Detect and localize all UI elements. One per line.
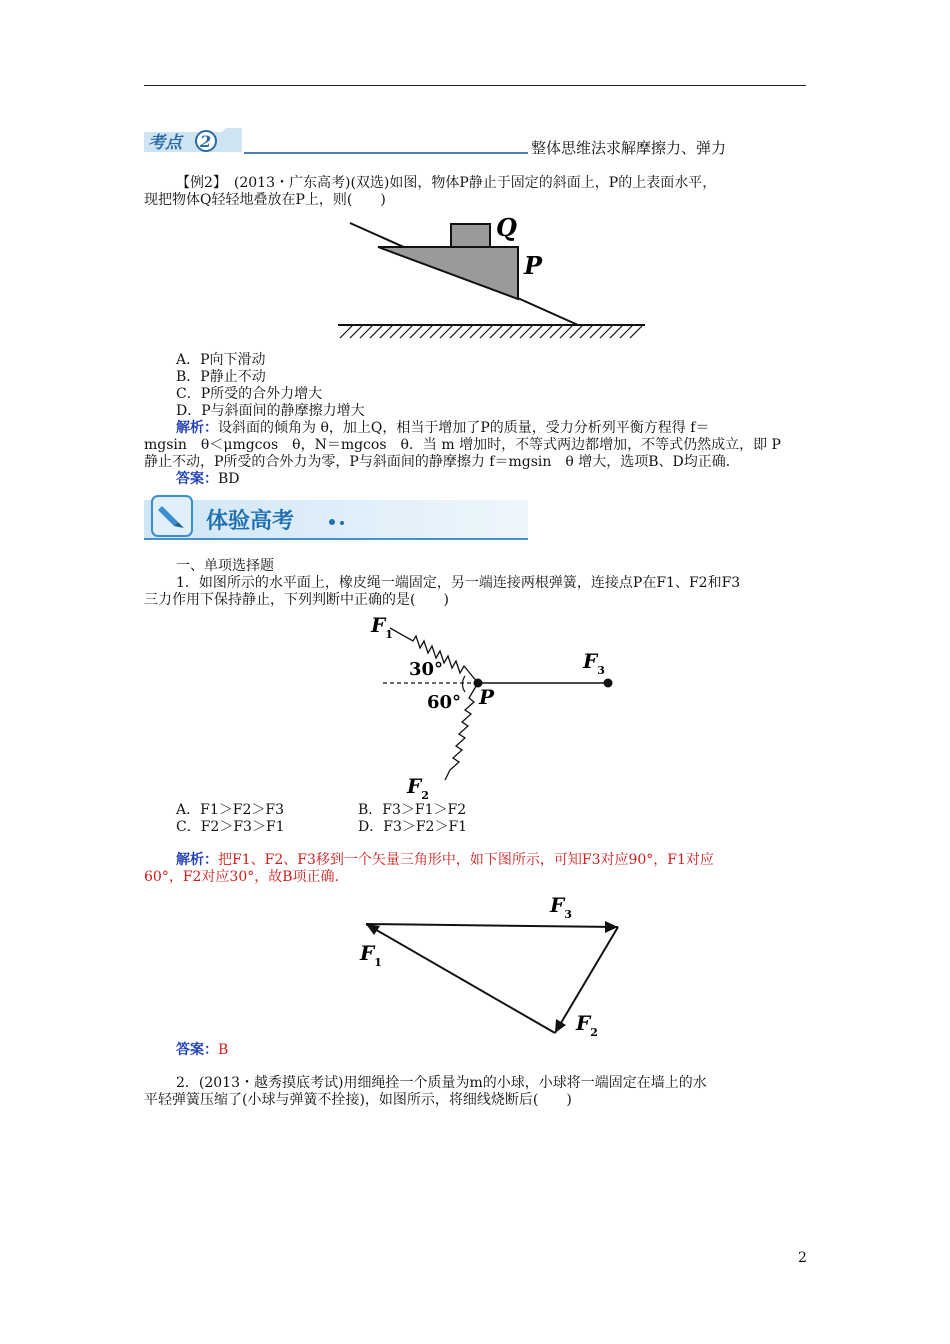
example2-line1: 【例2】 (2013・广东高考)(双选)如图，物体P静止于固定的斜面上，P的上表面水平， xyxy=(176,175,717,191)
ground-hatching xyxy=(340,326,642,338)
q1-analysis-text-1: 把F1、F2、F3移到一个矢量三角形中，如下图所示，可知F3对应90°，F1对应 xyxy=(218,852,714,868)
q1-option-d: D．F3＞F2＞F1 xyxy=(358,819,468,835)
label-angle-30: 30° xyxy=(409,659,444,680)
kaodian-label: 考点 xyxy=(148,133,182,153)
answer-value: BD xyxy=(218,471,240,487)
q1-option-c: C．F2＞F3＞F1 xyxy=(176,819,285,835)
example2-option-b: B．P静止不动 xyxy=(176,369,266,385)
header-rule xyxy=(144,85,806,86)
experience-banner xyxy=(144,486,528,542)
q1-line1: 1．如图所示的水平面上，橡皮绳一端固定，另一端连接两根弹簧，连接点P在F1、F2和F3 xyxy=(176,575,741,591)
example2-analysis-line3: 静止不动，P所受的合外力为零，P与斜面间的静摩擦力 f＝mgsin θ 增大，选项B、D均正确． xyxy=(144,454,740,470)
q1-analysis-line2: 60°，F2对应30°，故B项正确. xyxy=(144,869,339,885)
label-v-f3: $F_3$ xyxy=(550,893,572,921)
analysis-label: 解析： xyxy=(176,420,218,436)
banner-graphic xyxy=(144,486,528,542)
kaodian-underline xyxy=(244,152,528,154)
label-f1: $F_1$ xyxy=(371,613,393,641)
block-q xyxy=(451,224,490,247)
q1-analysis-label: 解析： xyxy=(176,852,218,868)
label-f2: $F_2$ xyxy=(407,774,429,802)
q1-analysis-line1 xyxy=(176,852,714,869)
analysis-text-1: 设斜面的倾角为 θ，加上Q，相当于增加了P的质量，受力分析列平衡方程得 f＝ xyxy=(218,420,710,436)
kaodian-badge-graphic xyxy=(144,124,244,154)
q2-line1: 2．(2013・越秀摸底考试)用细绳拴一个质量为m的小球，小球将一端固定在墙上的水 xyxy=(176,1075,707,1091)
example2-line2: 现把物体Q轻轻地叠放在P上，则( ) xyxy=(144,192,386,208)
label-v-f2: $F_2$ xyxy=(576,1011,598,1039)
example2-analysis-line2: mgsin θ＜μmgcos θ，N＝mgcos θ．当 m 增加时，不等式两边都增加，不等式仍然成立，即 P xyxy=(144,437,781,453)
kaodian-number: 2 xyxy=(200,132,212,151)
vector-triangle-figure xyxy=(350,880,630,1045)
example2-option-d: D．P与斜面间的静摩擦力增大 xyxy=(176,403,365,419)
page-number: 2 xyxy=(798,1250,807,1266)
q1-answer-label: 答案： xyxy=(176,1042,218,1058)
label-q: Q xyxy=(496,213,517,242)
topic-title: 整体思维法求解摩擦力、弹力 xyxy=(531,139,727,157)
label-angle-60: 60° xyxy=(427,692,462,713)
banner-title: 体验高考 xyxy=(206,508,295,534)
answer-label: 答案： xyxy=(176,471,218,487)
section-heading: 一、单项选择题 xyxy=(176,558,274,574)
q1-answer xyxy=(176,1042,228,1059)
q1-answer-value: B xyxy=(218,1042,229,1058)
block-p xyxy=(378,247,518,299)
kaodian-badge xyxy=(144,124,244,154)
q2-line2: 平轻弹簧压缩了(小球与弹簧不拴接)，如图所示，将细线烧断后( ) xyxy=(144,1092,572,1108)
label-p-fig1: P xyxy=(479,685,495,709)
spring-figure xyxy=(365,610,625,805)
q1-line2: 三力作用下保持静止，下列判断中正确的是( ) xyxy=(144,592,449,608)
example2-option-a: A．P向下滑动 xyxy=(176,352,266,368)
label-f3: $F_3$ xyxy=(583,649,605,677)
q1-option-b: B．F3＞F1＞F2 xyxy=(358,802,467,818)
example2-analysis-line1 xyxy=(176,420,709,437)
q1-option-a: A．F1＞F2＞F3 xyxy=(176,802,284,818)
label-p: P xyxy=(524,251,543,280)
example2-option-c: C．P所受的合外力增大 xyxy=(176,386,323,402)
incline-figure xyxy=(330,210,660,345)
pencil-icon xyxy=(152,496,192,536)
label-v-f1: $F_1$ xyxy=(360,941,382,969)
